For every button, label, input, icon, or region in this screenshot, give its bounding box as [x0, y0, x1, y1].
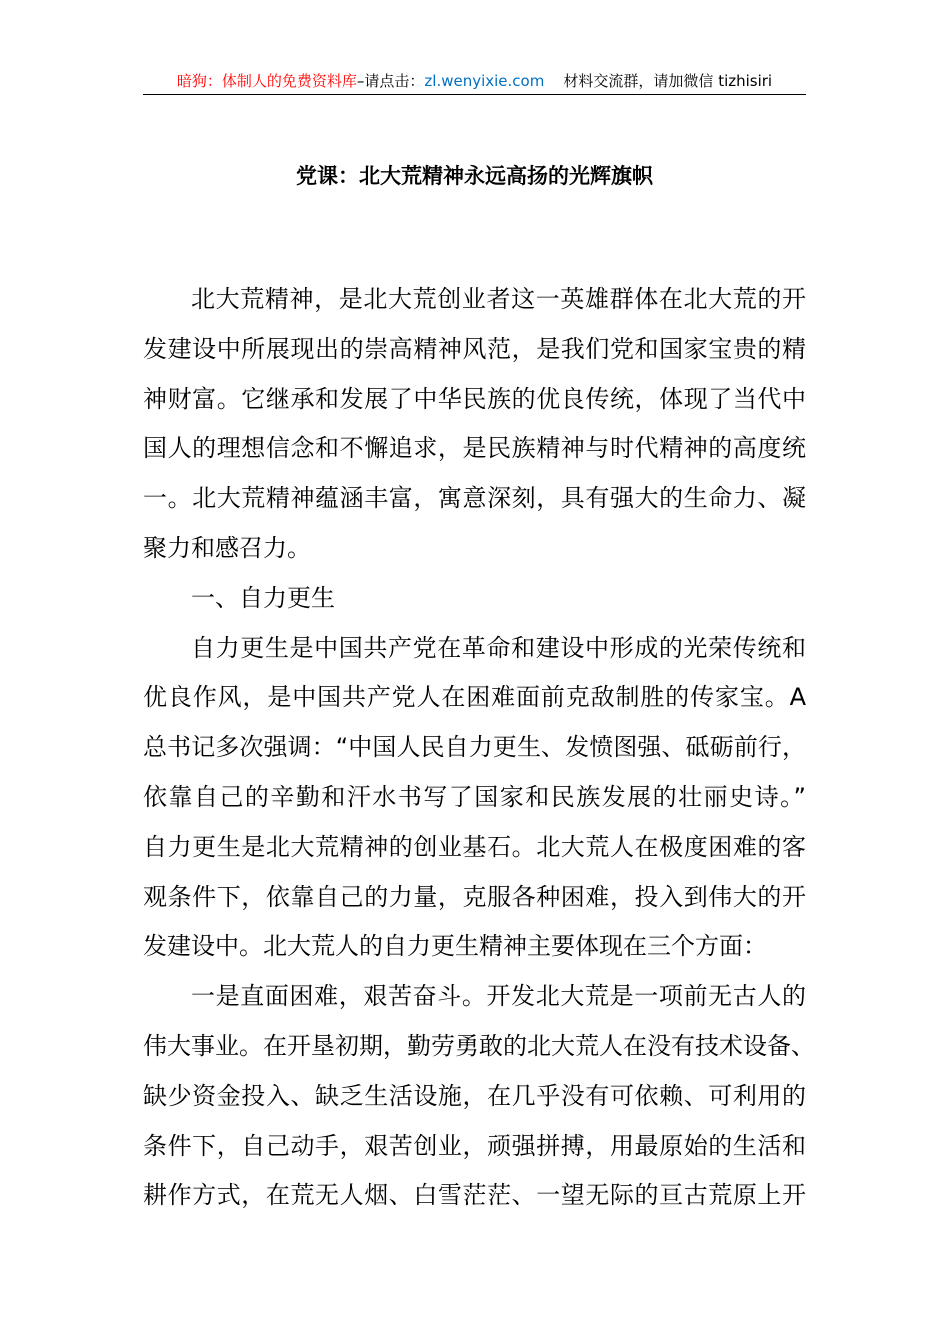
text-line: 总书记多次强调：“中国人民自力更生、发愤图强、砥砺前行， [143, 733, 806, 762]
text-line: 自力更生是中国共产党在革命和建设中形成的光荣传统和 [191, 633, 806, 662]
text-line: 一是直面困难，艰苦奋斗。开发北大荒是一项前无古人的 [191, 982, 806, 1011]
text-line: 国人的理想信念和不懈追求，是民族精神与时代精神的高度统 [143, 434, 806, 463]
text-line: 自力更生是北大荒精神的创业基石。北大荒人在极度困难的客 [143, 832, 806, 861]
text-line: 伟大事业。在开垦初期，勤劳勇敢的北大荒人在没有技术设备、 [143, 1031, 815, 1060]
text-line: 发建设中所展现出的崇高精神风范，是我们党和国家宝贵的精 [143, 334, 806, 363]
section-heading: 一、自力更生 [191, 583, 335, 612]
text-line: 观条件下，依靠自己的力量，克服各种困难，投入到伟大的开 [143, 882, 806, 911]
text-line: 北大荒精神，是北大荒创业者这一英雄群体在北大荒的开 [191, 285, 806, 313]
text-line: 发建设中。北大荒人的自力更生精神主要体现在三个方面： [143, 932, 767, 961]
text-line: 一。北大荒精神蕴涵丰富，寓意深刻，具有强大的生命力、凝 [143, 484, 806, 513]
document-body [143, 275, 815, 1221]
text-line: 神财富。它继承和发展了中华民族的优良传统，体现了当代中 [143, 384, 806, 413]
text-line: 耕作方式，在荒无人烟、白雪茫茫、一望无际的亘古荒原上开 [143, 1181, 806, 1210]
text-line: 优良作风，是中国共产党人在困难面前克敌制胜的传家宝。A [143, 683, 806, 712]
text-line: 依靠自己的辛勤和汗水书写了国家和民族发展的壮丽史诗。” [143, 782, 806, 811]
text-line: 缺少资金投入、缺乏生活设施，在几乎没有可依赖、可利用的 [143, 1081, 806, 1110]
header-link[interactable]: zl.wenyixie.com [424, 72, 545, 90]
page-header [143, 68, 806, 95]
text-line: 条件下，自己动手，艰苦创业，顽强拼搏，用最原始的生活和 [143, 1131, 806, 1160]
header-site-name: 暗狗：体制人的免费资料库 [176, 72, 357, 90]
text-line: 聚力和感召力。 [143, 533, 311, 562]
header-group-info: 材料交流群，请加微信 tizhisiri [563, 72, 773, 90]
header-click-prompt: –请点击： [356, 72, 425, 90]
document-title: 党课：北大荒精神永远高扬的光辉旗帜 [296, 164, 653, 188]
